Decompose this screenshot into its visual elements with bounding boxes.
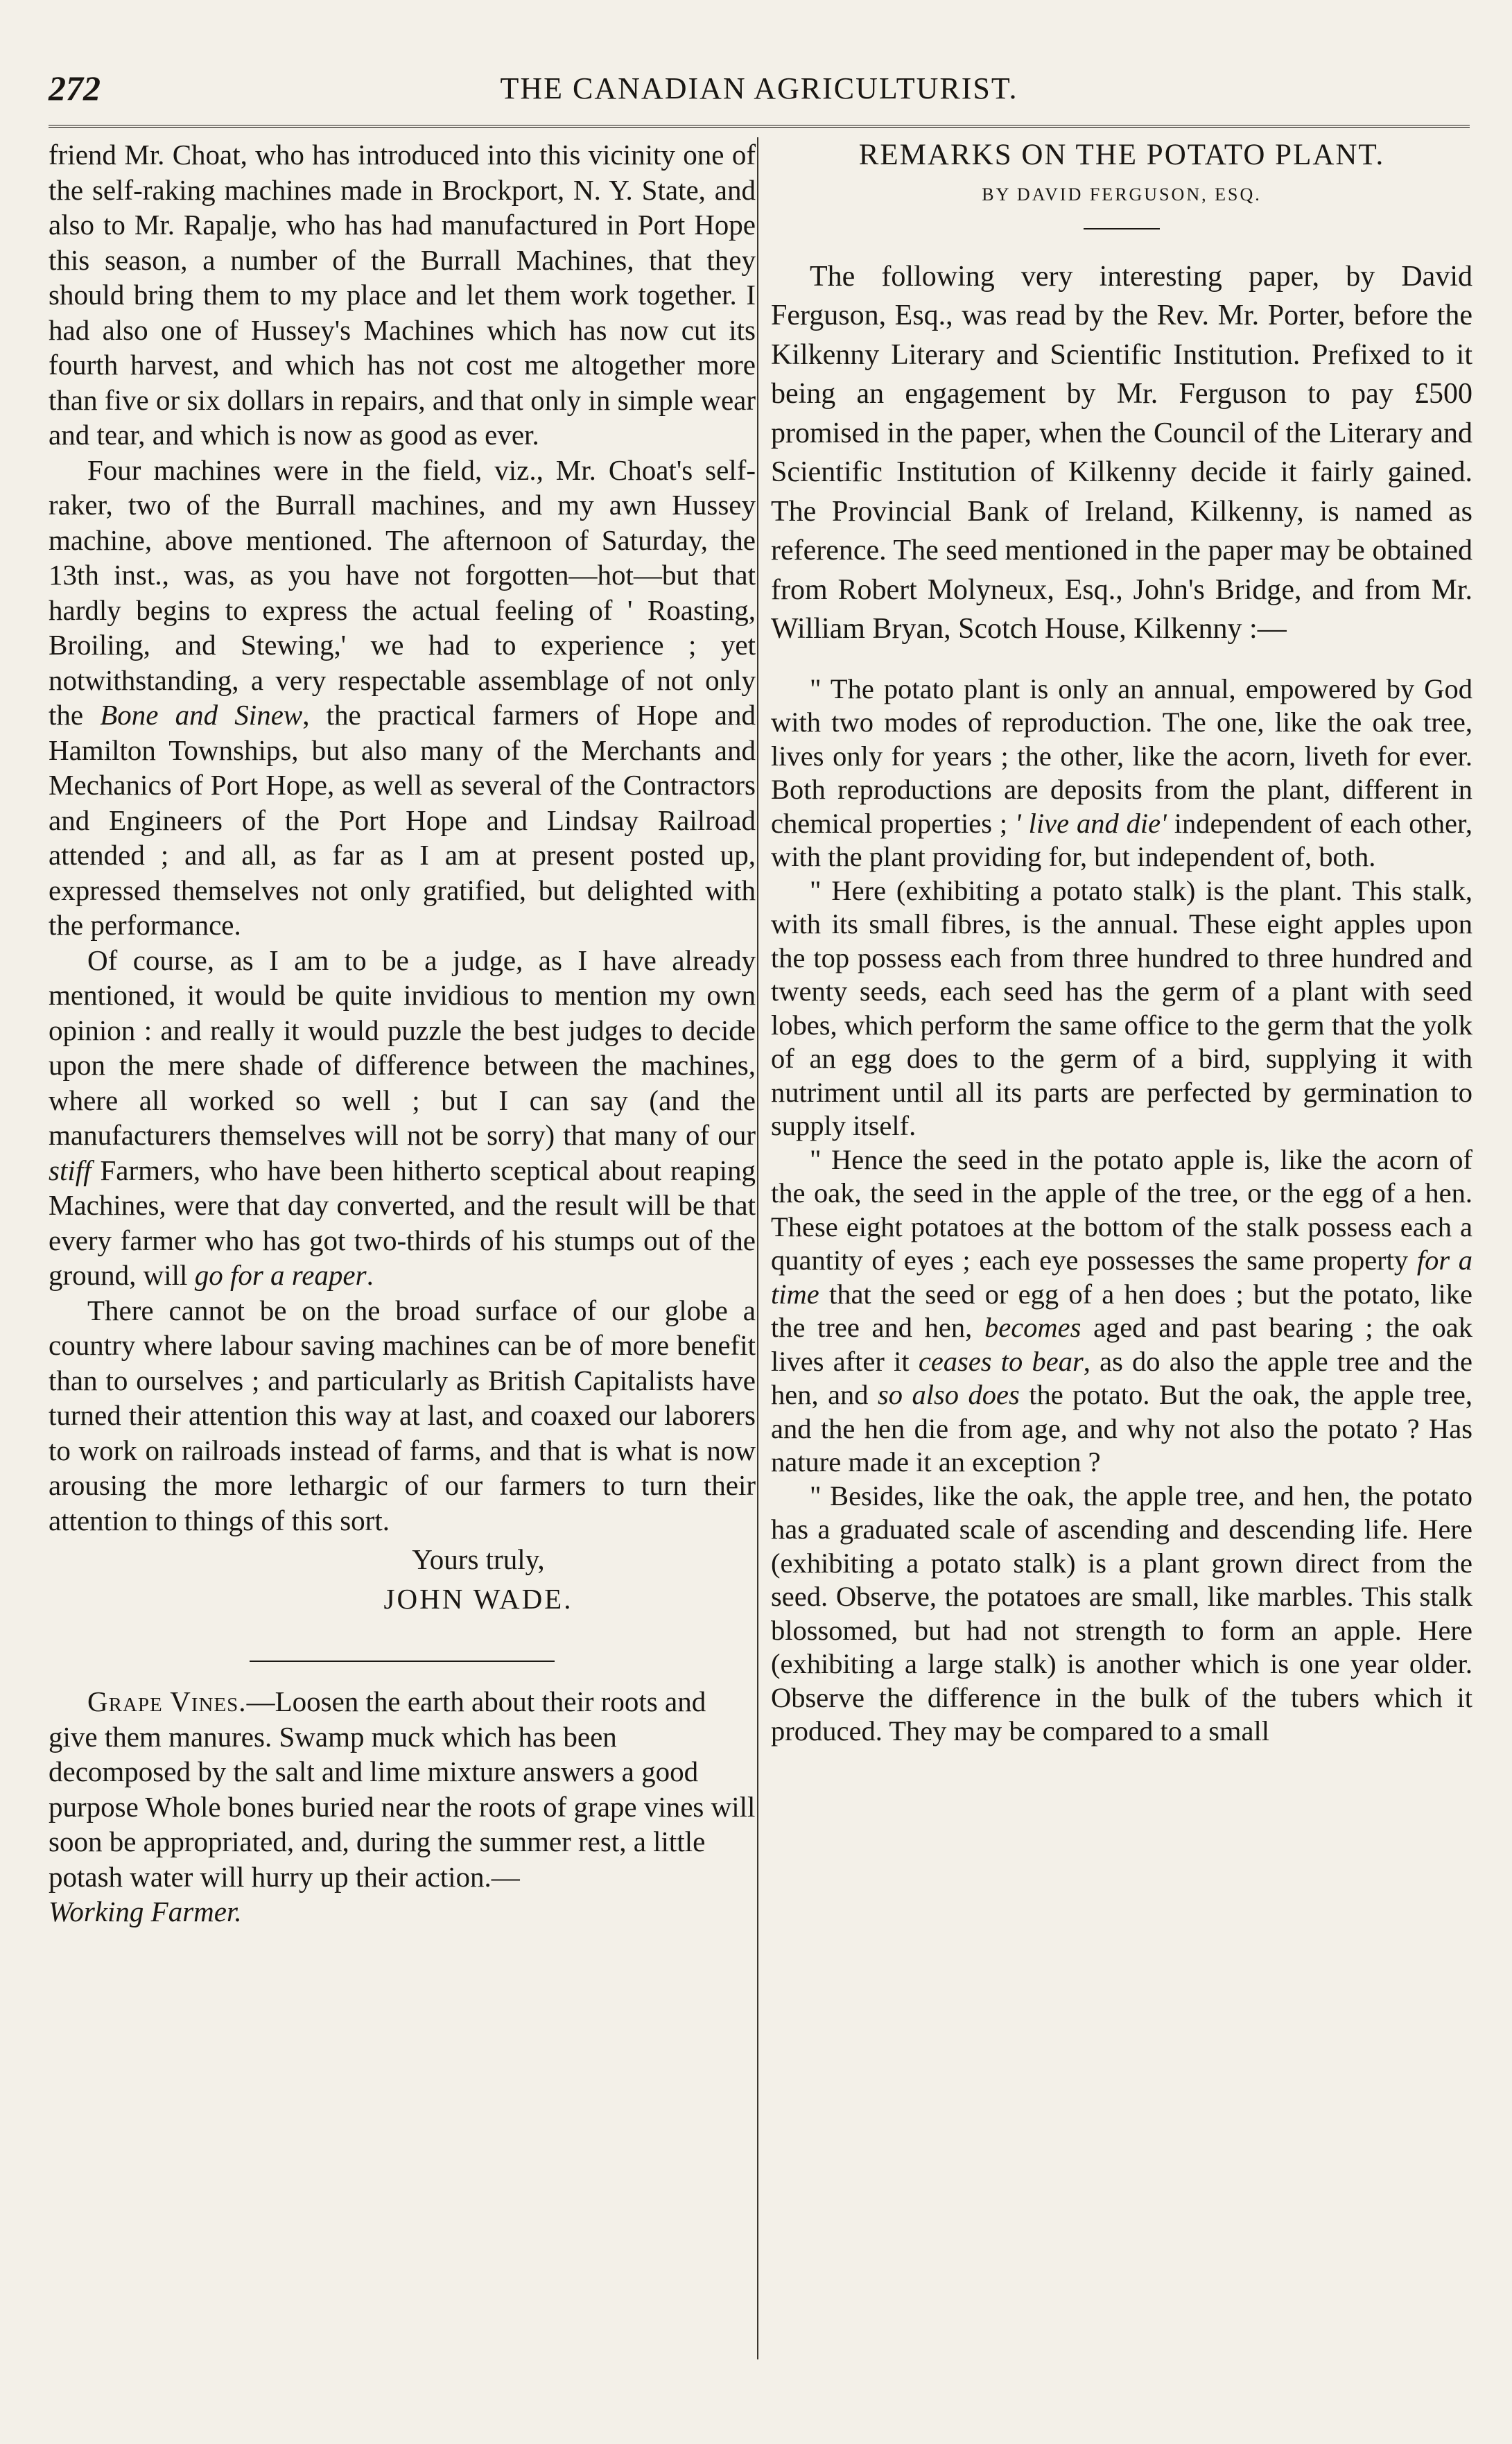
article-title: REMARKS ON THE POTATO PLANT. [858,139,1385,171]
letter-paragraph: There cannot be on the broad surface of our globe a country where labour saving machines can be of more benefit than to ourselves ; and particularly as British Capitalists have turned their attention this way at last, and coaxed our laborers to work on railroads instead of farms, and that is what is now arousing the more lethargic of our farmers to turn their attention to things of this sort. [49,1294,756,1536]
section-divider [250,1661,555,1662]
letter-closing [49,1542,756,1616]
quoted-paragraph: " The potato plant is only an annual, empowered by God with two modes of reproduction. The one, like the oak tree, lives only for years ; the other, like the acorn, liveth for ever. Both reproductions are deposits from the plant, different in chemical properties ; ' live and die' independent of each other, with the plant providing for, but independent of, both. [771,673,1472,872]
closing-line: Yours truly, [412,1543,545,1575]
emphasis: Bone and Sinew [100,699,303,731]
quoted-paragraph: " Hence the seed in the potato apple is, like the acorn of the oak, the seed in the apple of the tree, or the egg of a hen. These eight potatoes at the bottom of the stalk possess each a quantity of eyes ; each eye possesses the same property for a time that the seed or egg of a hen does ; but the potato, like the tree and hen, becomes aged and past bearing ; the oak lives after it ceases to bear, as do also the apple tree and the hen, and so also does the potato. But the oak, the apple tree, and the hen die from age, and why not also the potato ? Has nature made it an exception ? [771,1143,1473,1477]
quoted-paragraph: " Besides, like the oak, the apple tree, and hen, the potato has a graduated scale of ascending and descending life. Here (exhibiting a potato stalk) is a plant grown direct from the seed. Observe, the potatoes are small, like marbles. This stalk blossomed, but had not strength to form an apple. Here (exhibiting a large stalk) is another which is one year older. Observe the difference in the bulk of the tubers which it produced. They may be compared to a small [771,1480,1472,1747]
grape-vines-note: Grape Vines.—Loosen the earth about their roots and give them manures. Swamp muck which has been decomposed by the salt and lime mixture answers a good purpose Whole bones buried near the roots of grape vines will soon be appropriated, and, during the summer rest, a little potash water will hurry up their action.— Working Farmer. [49,1685,756,1927]
emphasis: for a time [771,1245,1473,1310]
paragraph-gap [771,649,1472,673]
page-number: 272 [49,69,101,107]
signature: JOHN WADE. [383,1582,573,1615]
grape-vines-title: Grape Vines. [87,1685,247,1717]
quoted-paragraph: " Here (exhibiting a potato stalk) is the plant. This stalk, with its small fibres, is the annual. These eight apples upon the top possess each from three hundred to three hundred and twenty seeds, each seed has the germ of a plant with seed lobes, which perform the same office to the germ that the yolk of an egg does to the germ of a bird, supplying it with nutriment until all its parts are perfected by germination to supply itself. [771,874,1472,1141]
letter-paragraph: friend Mr. Choat, who has introduced into this vicinity one of the self-raking machines made in Brockport, N. Y. State, and also to Mr. Rapalje, who has had manufactured in Port Hope this season, a number of the Burrall Machines, that they should bring them to my place and let them work together. I had also one of Hussey's Machines which has now cut its fourth harvest, and which has not cost me altogether more than five or six dollars in repairs, and that only in simple wear and tear, and which is now as good as ever. [49,139,756,451]
source-credit: Working Farmer. [49,1896,242,1927]
emphasis: becomes [984,1312,1081,1343]
emphasis: ceases to bear [918,1345,1084,1377]
emphasis: go for a reaper [194,1259,367,1291]
byline-divider [1084,228,1160,229]
left-column [49,137,756,1930]
letter-paragraph: Four machines were in the field, viz., Mr. Choat's self-raker, two of the Burrall machines, and my awn Hussey machine, above mentioned. The afternoon of Saturday, the 13th inst., was, as you have not forgotten—hot—but that hardly begins to express the actual feeling of ' Roasting, Broiling, and Stewing,' we had to experience ; yet notwithstanding, a very respectable assemblage of not only the Bone and Sinew, the practical farmers of Hope and Hamilton Townships, but also many of the Merchants and Mechanics of Port Hope, as well as several of the Contractors and Engineers of the Port Hope and Lindsay Railroad attended ; and all, as far as I am at present posted up, expressed themselves not only gratified, but delighted with the performance. [49,453,756,941]
letter-paragraph: Of course, as I am to be a judge, as I have already mentioned, it would be quite invidious to mention my own opinion : and really it would puzzle the best judges to decide upon the mere shade of difference between the machines, where all worked so well ; but I can say (and the manufacturers themselves will not be sorry) that many of our stiff Farmers, who have been hitherto sceptical about reaping Machines, were that day converted, and the result will be that every farmer who has got two-thirds of his stumps out of the ground, will go for a reaper. [49,944,756,1291]
article-byline: BY DAVID FERGUSON, ESQ. [982,184,1262,205]
page-header [49,61,1470,128]
emphasis: ' live and die' [1015,807,1167,839]
running-title: THE CANADIAN AGRICULTURIST. [500,71,1018,105]
emphasis: stiff [49,1154,92,1186]
emphasis: so also does [878,1379,1020,1410]
intro-paragraph: The following very interesting paper, by David Ferguson, Esq., was read by the Rev. Mr. Porter, before the Kilkenny Literary and Scientific Institution. Prefixed to it being an engagement by Mr. Ferguson to pay £500 promised in the paper, when the Council of the Literary and Scientific Institution of Kilkenny decide it fairly gained. The Provincial Bank of Ireland, Kilkenny, is named as reference. The seed mentioned in the paper may be obtained from Robert Molyneux, Esq., John's Bridge, and from Mr. William Bryan, Scotch House, Kilkenny :— [771,260,1472,645]
column-rule [757,137,758,2359]
right-column [771,137,1472,1749]
